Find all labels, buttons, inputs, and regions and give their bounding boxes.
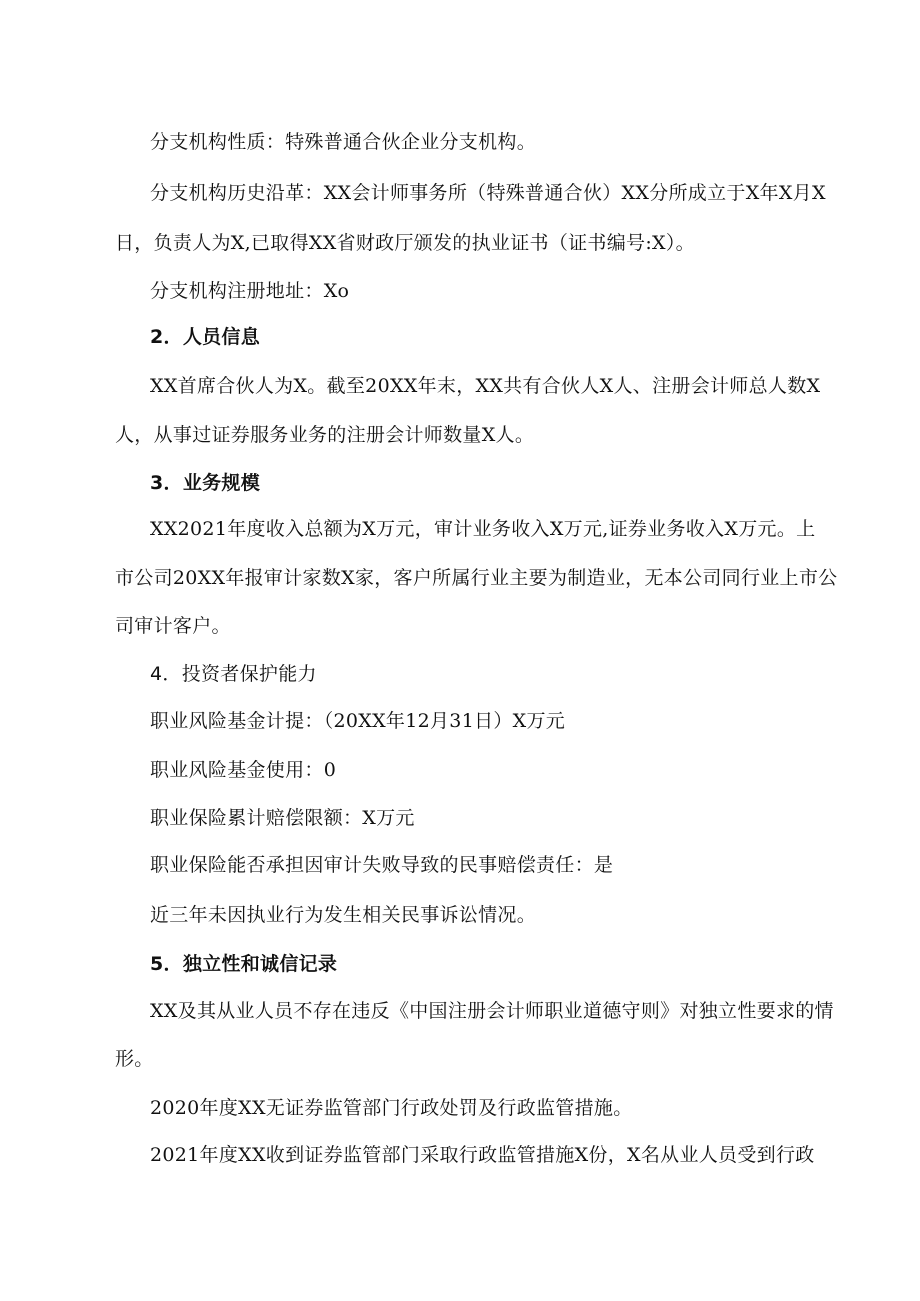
branch-history-line2: 日，负责人为X,已取得XX省财政厅颁发的执业证书（证书编号:X）。 bbox=[115, 232, 695, 254]
fund-provision: 职业风险基金计提：（20XX年12月31日）X万元 bbox=[150, 710, 566, 732]
branch-nature: 分支机构性质：特殊普通合伙企业分支机构。 bbox=[150, 131, 537, 153]
section-5-paragraph-2: 2020年度XX无证券监管部门行政处罚及行政监管措施。 bbox=[150, 1097, 633, 1119]
section-3-paragraph-line3: 司审计客户。 bbox=[115, 615, 231, 637]
section-3-paragraph-line1: XX2021年度收入总额为X万元，审计业务收入X万元,证券业务收入X万元。上 bbox=[150, 518, 816, 540]
litigation-status: 近三年未因执业行为发生相关民事诉讼情况。 bbox=[150, 904, 537, 926]
insurance-liability: 职业保险能否承担因审计失败导致的民事赔偿责任：是 bbox=[150, 854, 614, 876]
section-3-paragraph-line2: 市公司20XX年报审计家数X家，客户所属行业主要为制造业，无本公司同行业上市公 bbox=[115, 567, 838, 589]
section-2-paragraph-line2: 人，从事过证券服务业务的注册会计师数量X人。 bbox=[115, 424, 535, 446]
section-5-paragraph-3-line1: 2021年度XX收到证券监管部门采取行政监管措施X份，X名从业人员受到行政 bbox=[150, 1144, 815, 1166]
section-5-paragraph-line1: XX及其从业人员不存在违反《中国注册会计师职业道德守则》对独立性要求的情 bbox=[150, 1000, 834, 1022]
section-5-paragraph-line2: 形。 bbox=[115, 1048, 154, 1070]
section-3-heading: 3．业务规模 bbox=[150, 472, 261, 494]
branch-address: 分支机构注册地址：Xo bbox=[150, 280, 350, 302]
section-2-paragraph-line1: XX首席合伙人为X。截至20XX年末，XX共有合伙人X人、注册会计师总人数X bbox=[150, 375, 821, 397]
section-5-heading: 5．独立性和诚信记录 bbox=[150, 953, 338, 975]
section-4-heading: 4．投资者保护能力 bbox=[150, 663, 317, 685]
fund-usage: 职业风险基金使用：0 bbox=[150, 759, 337, 781]
section-2-heading: 2．人员信息 bbox=[150, 326, 261, 348]
branch-history-line1: 分支机构历史沿革：XX会计师事务所（特殊普通合伙）XX分所成立于X年X月X bbox=[150, 182, 826, 204]
insurance-limit: 职业保险累计赔偿限额：X万元 bbox=[150, 807, 415, 829]
